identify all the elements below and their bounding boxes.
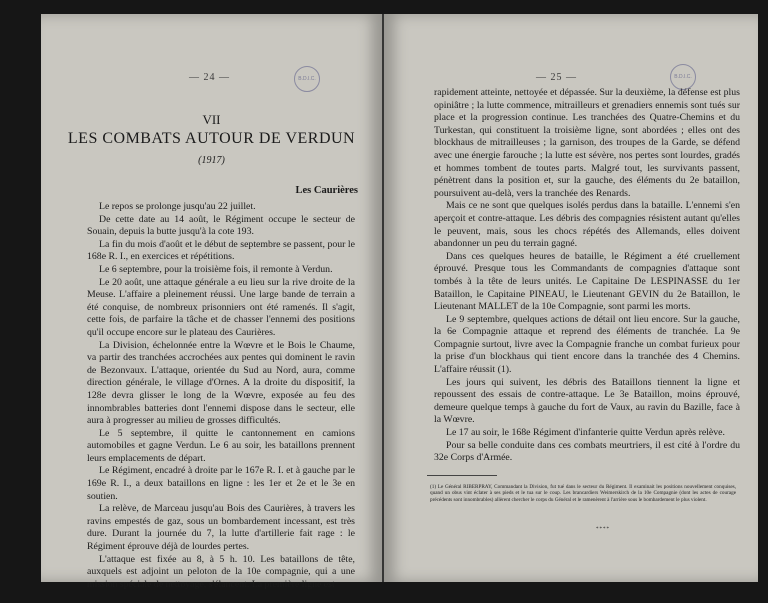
paragraph: Le 6 septembre, pour la troisième fois, il remonte à Verdun. bbox=[99, 263, 333, 275]
page-number: — 25 — bbox=[536, 72, 577, 83]
paragraph: La Division, échelonnée entre la Wœvre et le Bois le Chaume, va partir des tranchées accrochées aux pentes qui dominent le ravin de Bezonvaux. L'attaque, orientée du Sud au Nord, aura, comme direction générale, le village d'Ornes. A la droite du dispositif, la 128e devra glisser le long de la Wœvre, exposée au feu des innombrables batteries dont l'ennemi dispose dans le secteur, elle aura à progresser au milieu de grosses difficultés. bbox=[87, 339, 355, 427]
chapter-year: (1917) bbox=[198, 155, 225, 166]
paragraph: Le Régiment, encadré à droite par le 167e R. I. et à gauche par le 169e R. I., a deux bataillons en ligne : les 1er et 2e et le 3e en soutien. bbox=[87, 465, 355, 502]
chapter-number: VII bbox=[202, 112, 221, 127]
paragraph: Le 20 août, une attaque générale a eu lieu sur la rive droite de la Meuse. L'affaire a pleinement réussi. Une large bande de terrain a été conquise, de nombreux prisonniers ont été ramenés. Il s'agit, cette fois, de parfaire la tâche et de chasser l'ennemi des positions qu'il occupe encore sur le plateau des Caurières. bbox=[87, 276, 355, 338]
paragraph: Mais ce ne sont que quelques isolés perdus dans la bataille. L'ennemi s'en aperçoit et contre-attaque. Les débris des compagnies résistent autant qu'elles le peuvent, mais, sous les chocs répétés des Allemands, elles doivent abandonner un peu du terrain gagné. bbox=[434, 200, 740, 250]
left-body-text bbox=[87, 201, 355, 591]
footnote: (1) Le Général RIBERPRAY, Commandant la Division, fut tué dans le secteur du Régiment. Il examinait les positions nouvellement conquises, quand un obus vint éclater à ses pieds et le tua sur le coup. Les brancardiers Weimerskirch de la 10e Compagnie (dont les actes de courage précédents sont innombrables) allèrent chercher le corps du Général et le ramenèrent à l'arrière sous le bombardement le plus violent. bbox=[430, 484, 736, 503]
paragraph: Pour sa belle conduite dans ces combats meurtriers, il est cité à l'ordre du 32e Corps d'Armée. bbox=[434, 439, 740, 464]
right-page bbox=[384, 14, 758, 582]
footnote-divider bbox=[427, 475, 497, 476]
paragraph: De cette date au 14 août, le Régiment occupe le secteur de Souain, depuis la butte jusqu'à la cote 193. bbox=[87, 213, 355, 238]
chapter-title: LES COMBATS AUTOUR DE VERDUN bbox=[67, 130, 356, 147]
paragraph: Dans ces quelques heures de bataille, le Régiment a été cruellement éprouvé. Presque tous les Commandants de compagnies d'attaque sont tombés à la tête de leurs unités. Le Capitaine De LESPINASSE du 1er Bataillon, le Capitaine PINEAU, le Lieutenant GEVIN du 2e Bataillon, le Lieutenant MALLET de la 10e Compagnie, sont parmi les morts. bbox=[434, 250, 740, 313]
section-heading: Les Caurières bbox=[295, 185, 358, 196]
paragraph: Le 17 au soir, le 168e Régiment d'infanterie quitte Verdun après relève. bbox=[446, 427, 725, 439]
paragraph: Le 9 septembre, quelques actions de détail ont lieu encore. Sur la gauche, la 6e Compagnie attaque et reprend des éléments de tranchée. La 9e Compagnie surtout, livre avec la Compagnie franche un combat furieux pour la prise d'un blockhaus qui tient encore dans la tranchée des 4 Chemins. L'affaire réussit (1). bbox=[434, 313, 740, 376]
page-number: — 24 — bbox=[189, 72, 230, 83]
end-ornament: **** bbox=[596, 527, 610, 532]
paragraph: Les jours qui suivent, les débris des Bataillons tiennent la ligne et repoussent des essais de contre-attaque. Le 3e Bataillon, moins éprouvé, demeure quelque temps à gauche du fort de Vaux, au ravin du Bazille, face à la Wœvre. bbox=[434, 376, 740, 426]
paragraph: Le 5 septembre, il quitte le cantonnement en camions automobiles et gagne Verdun. Le 6 au soir, les bataillons prennent leurs emplacements de départ. bbox=[87, 427, 355, 464]
left-page bbox=[41, 14, 382, 590]
library-stamp: B.D.I.C. bbox=[294, 66, 320, 92]
paragraph: L'attaque est fixée au 8, à 5 h. 10. Les bataillons de tête, auxquels est adjoint un peloton de la 10e compagnie, qui a une mission spéciale de nettoyage, s'élancent. La première ligne est bbox=[87, 553, 355, 590]
paragraph-continuation: rapidement atteinte, nettoyée et dépassée. Sur la deuxième, la défense est plus opiniâtre ; la lutte commence, mitrailleurs et grenadiers ennemis sont tués sur place et la progression continue. Les tranchées des Quatre-Chemins et du Turkestan, qui constituent la troisième ligne, sont abordées ; elles ont des blockhaus de mitrailleuses ; la garnison, des troupes de la Garde, se défend avec une énergie farouche ; la lutte est sévère, nos pertes sont lourdes, gradés et hommes tombent de toutes parts. Malgré tout, les survivants passent, pénètrent dans la position et, sur la gauche, des éléments du 2e bataillon, poursuivent au-delà, vers la tranchée des Renards. bbox=[434, 87, 740, 199]
paragraph: Le repos se prolonge jusqu'au 22 juillet. bbox=[99, 201, 256, 212]
library-stamp: B.D.I.C. bbox=[670, 64, 696, 90]
right-body-text bbox=[434, 87, 740, 465]
paragraph: La relève, de Marceau jusqu'au Bois des Caurières, à travers les ravins empestés de gaz, sous un bombardement incessant, est très dure. Durant la journée du 7, la lutte d'artillerie fait rage : le Régiment éprouve déjà de lourdes pertes. bbox=[87, 503, 355, 553]
paragraph: La fin du mois d'août et le début de septembre se passent, pour le 168e R. I., en exercices et répétitions. bbox=[87, 238, 355, 263]
